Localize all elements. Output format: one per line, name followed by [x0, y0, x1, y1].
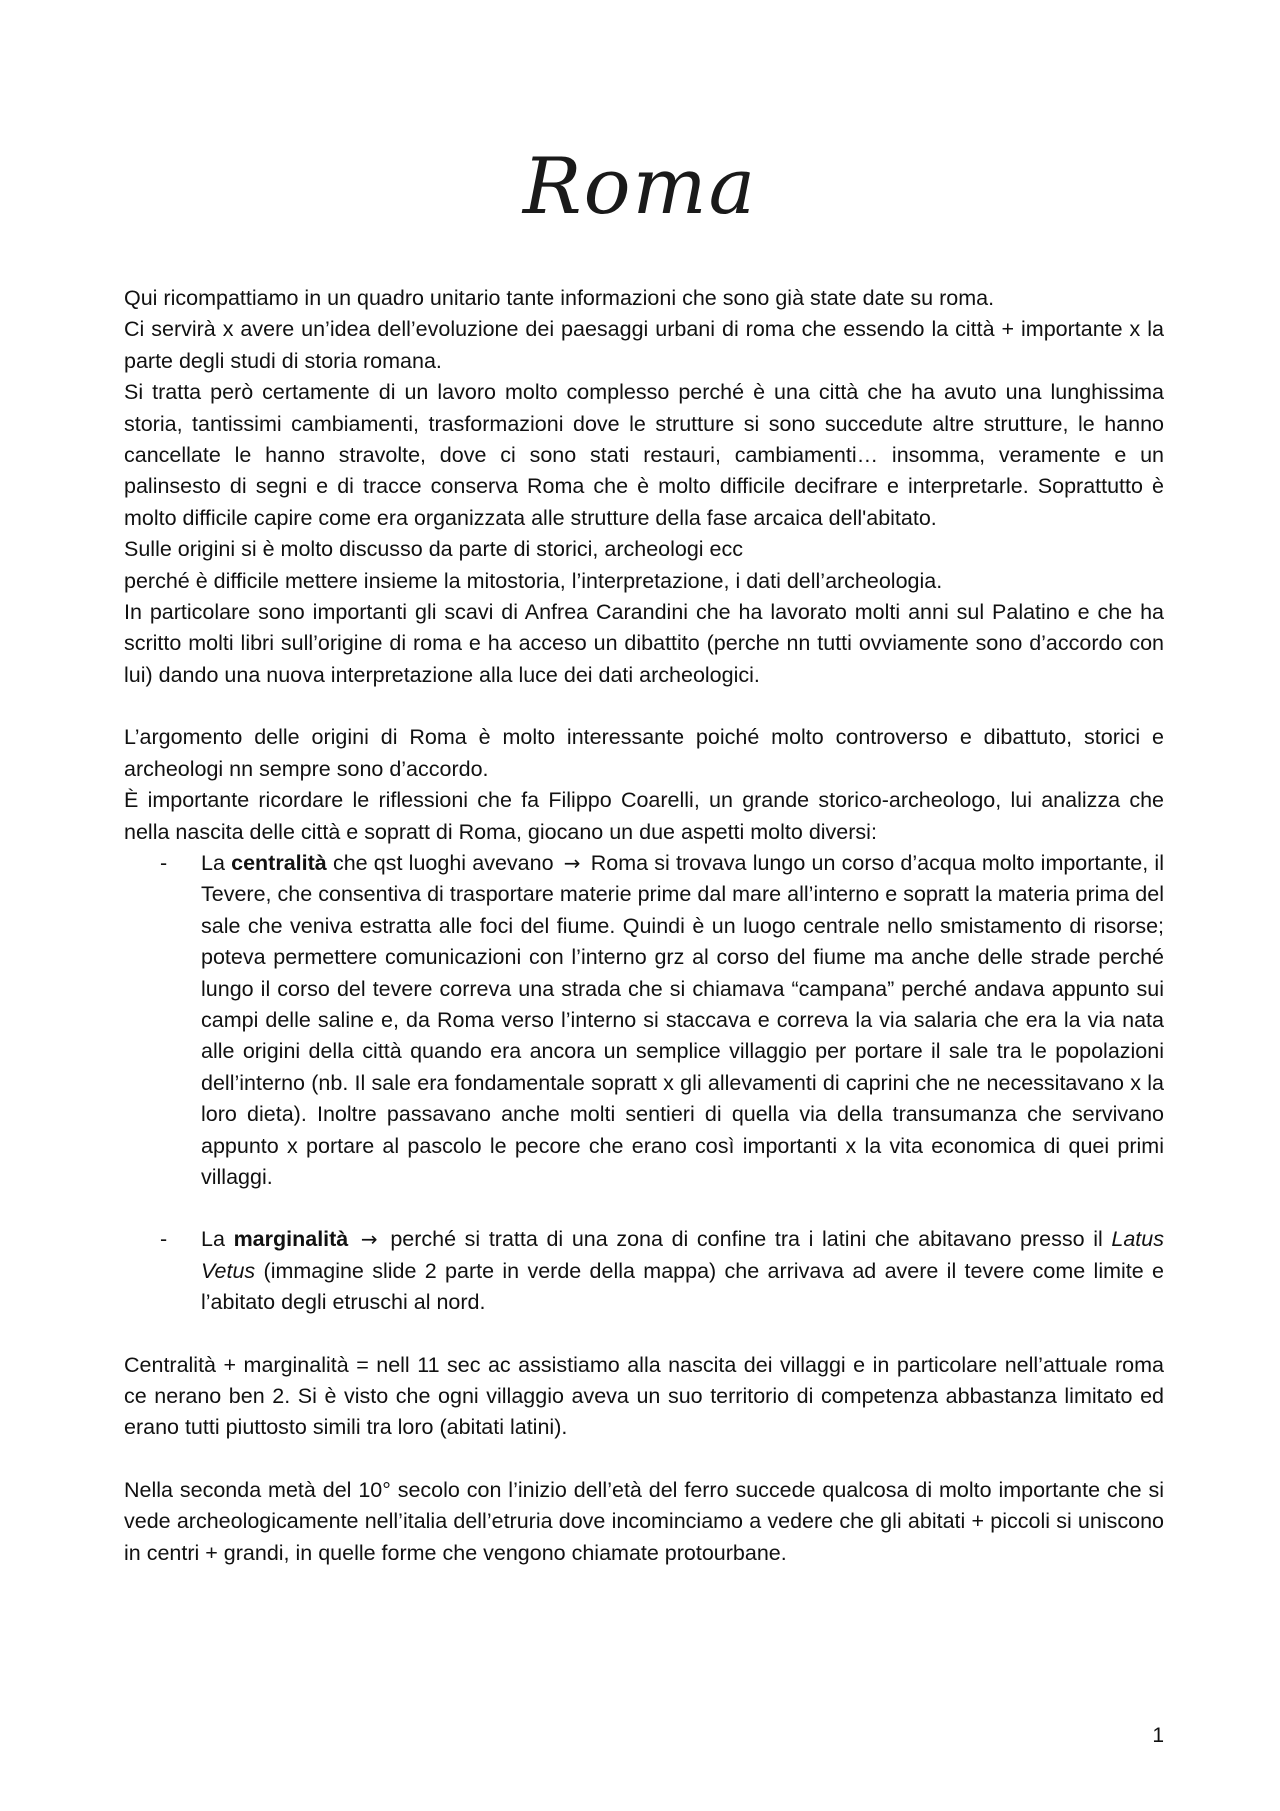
bullet-text: Roma si trovava lungo un corso d’acqua molto importante, il Tevere, che consentiva di trasportare materie prime dal mare all’interno e sopratt la materia prima del sale che veniva estratta alle foci del fiume. Quindi è un luogo centrale nello smistamento di risorse; poteva permettere comunicazioni con l’interno grz al corso del fiume ma anche delle strade perché lungo il corso del tevere correva una strada che si chiamava “campana” perché andava appunto sui campi delle saline e, da Roma verso l’interno si staccava e correva la via salaria che era la via nata alle origini della città quando era ancora un semplice villaggio per portare il sale tra le popolazioni dell’interno (nb. Il sale era fondamentale sopratt x gli allevamenti di caprini che ne necessitavano x la loro dieta). Inoltre passavano anche molti sentieri di quella via della transumanza che servivano appunto x portare al pascolo le pecore che erano così importanti x la vita economica di quei primi villaggi.	[201, 850, 1164, 1189]
bullet-prefix: La	[201, 850, 225, 875]
bullet-keyword: marginalità	[233, 1227, 349, 1252]
paragraph-purpose: Ci servirà x avere un’idea dell’evoluzione dei paesaggi urbani di roma che essendo la città + importante x la parte degli studi di storia romana.	[124, 317, 1164, 373]
spacer	[124, 1193, 1164, 1224]
paragraph-controversy: L’argomento delle origini di Roma è molto interessante poiché molto controverso e dibattuto, storici e archeologi nn sempre sono d’accordo.	[124, 725, 1164, 781]
paragraph-intro: Qui ricompattiamo in un quadro unitario tante informazioni che sono già state date su roma.	[124, 286, 995, 310]
bullet-dash: -	[160, 1227, 168, 1252]
paragraph-complexity: Si tratta però certamente di un lavoro molto complesso perché è una città che ha avuto una lunghissima storia, tantissimi cambiamenti, trasformazioni dove le strutture si sono succedute altre strutture, le hanno cancellate le hanno stravolte, dove ci sono stati restauri, cambiamenti… insomma, veramente e un palinsesto di segni e di tracce conserva Roma che è molto difficile decifrare e interpretarle. Soprattutto è molto difficile capire come era organizzata alle strutture della fase arcaica dell'abitato.	[124, 380, 1164, 530]
spacer	[124, 691, 1164, 722]
page-title: Roma	[522, 142, 758, 232]
arrow-right-icon: →	[563, 850, 581, 875]
page-number: 1	[1152, 1724, 1164, 1747]
bullet-dash: -	[160, 850, 168, 875]
bullet-text-after: (immagine slide 2 parte in verde della mappa) che arrivava ad avere il tevere come limite e l’abitato degli etruschi al nord.	[201, 1258, 1165, 1315]
paragraph-origins-reason: perché è difficile mettere insieme la mitostoria, l’interpretazione, i dati dell’archeologia.	[124, 568, 943, 593]
spacer	[124, 1319, 1164, 1350]
bullet-italic-term: Latus Vetus	[201, 1227, 1164, 1283]
bullet-marginalita	[124, 1224, 1164, 1318]
bullet-text-before: perché si tratta di una zona di confine tra i latini che abitavano presso il	[390, 1227, 1103, 1252]
paragraph-iron-age: Nella seconda metà del 10° secolo con l’inizio dell’età del ferro succede qualcosa di molto importante che si vede archeologicamente nell’italia dell’etruria dove incominciamo a vedere che gli abitati + piccoli si uniscono in centri + grandi, in quelle forme che vengono chiamate protourbane.	[124, 1477, 1164, 1565]
bullet-centralita	[124, 848, 1164, 1193]
paragraph-coarelli: È importante ricordare le riflessioni che fa Filippo Coarelli, un grande storico-archeologo, lui analizza che nella nascita delle città e sopratt di Roma, giocano un due aspetti molto diversi:	[124, 788, 1164, 844]
bullet-middle: che qst luoghi avevano	[332, 850, 554, 875]
arrow-right-icon: →	[360, 1227, 378, 1252]
document-body	[124, 283, 1164, 1569]
bullet-prefix: La	[201, 1227, 225, 1252]
spacer	[124, 1444, 1164, 1475]
paragraph-centralita-marginalita: Centralità + marginalità = nell 11 sec ac assistiamo alla nascita dei villaggi e in particolare nell’attuale roma ce nerano ben 2. Si è visto che ogni villaggio aveva un suo territorio di competenza abbastanza limitato ed erano tutti piuttosto simili tra loro (abitati latini).	[124, 1352, 1164, 1440]
bullet-keyword: centralità	[231, 850, 327, 875]
paragraph-origins-discussion: Sulle origini si è molto discusso da parte di storici, archeologi ecc	[124, 537, 744, 562]
paragraph-carandini: In particolare sono importanti gli scavi di Anfrea Carandini che ha lavorato molti anni sul Palatino e che ha scritto molti libri sull’origine di roma e ha acceso un dibattito (perche nn tutti ovviamente sono d’accordo con lui) dando una nuova interpretazione alla luce dei dati archeologici.	[124, 600, 1164, 687]
